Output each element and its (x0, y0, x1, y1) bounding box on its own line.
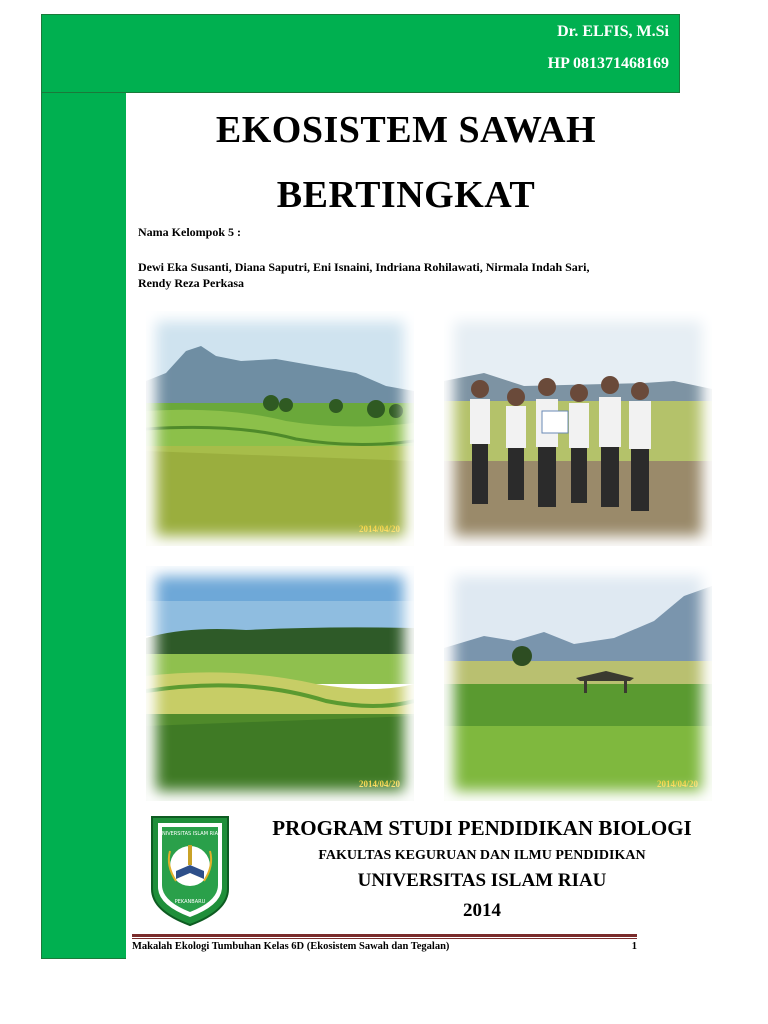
photo-terraced-field (146, 311, 414, 546)
footer-text: Makalah Ekologi Tumbuhan Kelas 6D (Ekosistem Sawah dan Tegalan) (132, 941, 450, 952)
side-band (41, 93, 126, 959)
university-logo (146, 811, 234, 929)
page-footer (132, 941, 637, 952)
program-name: PROGRAM STUDI PENDIDIKAN BIOLOGI (272, 816, 692, 840)
header-band (41, 14, 680, 93)
photo-date-stamp: 2014/04/20 (656, 779, 698, 789)
footer-rule (132, 934, 637, 937)
author-name: Dr. ELFIS, M.Si (557, 23, 669, 40)
document-title-line-2: BERTINGKAT (276, 174, 536, 216)
group-label: Nama Kelompok 5 : (138, 225, 241, 239)
group-members (138, 259, 698, 291)
photo-curved-terraces (146, 566, 414, 801)
photo-date-stamp: 2014/04/20 (358, 779, 400, 789)
logo-top-text: UNIVERSITAS ISLAM RIAU (158, 831, 222, 837)
document-title-line-1: EKOSISTEM SAWAH (215, 109, 597, 151)
author-phone: HP 081371468169 (547, 55, 669, 72)
logo-bottom-text: PEKANBARU (174, 899, 206, 905)
members-line-1: Dewi Eka Susanti, Diana Saputri, Eni Isnaini, Indriana Rohilawati, Nirmala Indah Sari, (138, 260, 590, 274)
faculty-name: FAKULTAS KEGURUAN DAN ILMU PENDIDIKAN (318, 848, 646, 863)
photo-date-stamp: 2014/04/20 (358, 524, 400, 534)
footer-rule-thin (132, 938, 637, 939)
page-number: 1 (631, 941, 637, 952)
photo-student-group (444, 311, 712, 546)
publication-year: 2014 (463, 900, 501, 921)
members-line-2: Rendy Reza Perkasa (138, 276, 244, 290)
university-name: UNIVERSITAS ISLAM RIAU (357, 870, 607, 891)
photo-field-with-hut (444, 566, 712, 801)
